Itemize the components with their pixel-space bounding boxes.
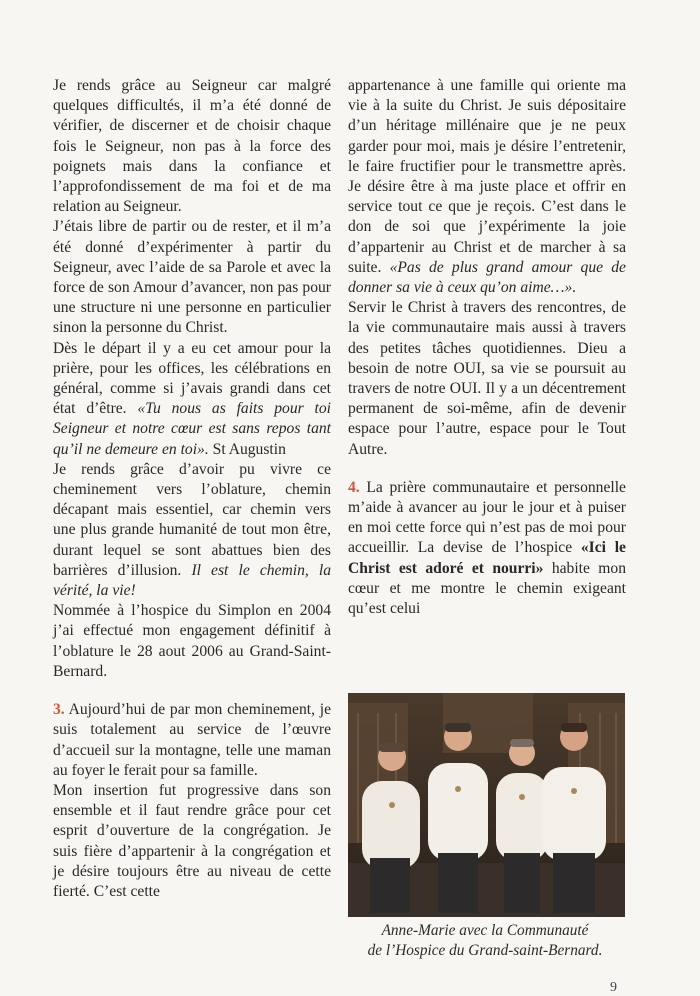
paragraph — [348, 478, 626, 619]
paragraph-text: Aujourd’hui de par mon cheminement, je suis totalement au service de l’œuvre d’accueil sur la montagne, telle une maman au foyer le ferait pour sa famille. — [53, 701, 331, 779]
section-number: 4. — [348, 478, 360, 496]
section-number: 3. — [53, 701, 65, 719]
paragraph: Nommée à l’hospice du Simplon en 2004 j’ai effectué mon engagement définitif à l’oblature le 28 aout 2006 au Grand-Saint-Bernard. — [53, 602, 331, 680]
caption-line: de l’Hospice du Grand-saint-Bernard. — [367, 941, 603, 959]
quote: «Pas de plus grand amour que de donner sa vie à ceux qu’on aime…». — [348, 258, 626, 297]
paragraph-text: La prière communautaire et personnelle m’aide à avancer au jour le jour et à puiser en moi cette force qui n’est pas de moi pour accueillir. La devise de l’hospice — [348, 478, 626, 557]
paragraph — [53, 339, 331, 460]
left-column — [53, 76, 331, 902]
paragraph-text: Dès le départ il y a eu cet amour pour la prière, pour les offices, les célébrations en général, comme si j’avais grandi dans cet état d’être. — [53, 339, 331, 418]
paragraph: Je rends grâce au Seigneur car malgré quelques difficultés, il m’a été donné de vérifier, de discerner et de choisir chaque fois le Seigneur, non pas à la force des poignets mais dans la confiance et l’approfondissement de ma foi et de ma relation au Seigneur. — [53, 77, 331, 216]
hospice-motto: «Ici le Christ est adoré et nourri» — [348, 539, 626, 577]
paragraph-text: habite mon cœur et me montre le chemin exigeant qu’est celui — [348, 559, 627, 618]
paragraph — [53, 700, 331, 781]
page-number: 9 — [610, 980, 617, 995]
paragraph: Servir le Christ à travers des rencontres, de la vie communautaire mais aussi à travers des petites tâches quotidiennes. Dieu a besoin de notre OUI, sa vie se poursuit au travers de notre OUI. Il y a un décentrement permanent de soi-même, afin de devenir espace pour l’autre, espace pour le Tout Autre. — [348, 299, 626, 458]
augustin-quote: «Tu nous as faits pour toi Seigneur et notre cœur est sans repos tant qu’il ne demeure en toi». — [53, 400, 331, 458]
paragraph — [53, 460, 331, 601]
paragraph-text: appartenance à une famille qui oriente ma vie à la suite du Christ. Je suis dépositaire d’un héritage millénaire que je ne peux garder pour moi, mais je désire l’entretenir, le faire fructifier pour le transmettre après. Je désire être à ma juste place et offrir en service tout ce que je reçois. C’est dans le don de soi que j’expérimente la joie d’appartenir au Christ et de marcher à sa suite. — [348, 77, 626, 276]
right-column — [348, 76, 626, 619]
caption-line: Anne-Marie avec la Communauté — [381, 922, 589, 939]
quote-author: St Augustin — [212, 440, 286, 458]
paragraph-text: Je rends grâce d’avoir pu vivre ce cheminement vers l’oblature, chemin décapant mais essentiel, car chemin vers une plus grande humanité de tout mon être, durant lequel se sont abattues bien des barrières d’illusion. — [53, 460, 331, 579]
paragraph: J’étais libre de partir ou de rester, et il m’a été donné d’expérimenter à partir du Seigneur, avec l’aide de sa Parole et avec la force de son Amour d’avancer, non pas pour une structure ni une personne en particulier sinon la personne du Christ. — [53, 218, 331, 337]
community-photo-illustration — [348, 693, 625, 917]
paragraph: Mon insertion fut progressive dans son ensemble et il faut rendre grâce pour cet esprit d’ouverture de la congrégation. Je suis fière d’appartenir à la congrégation et je désire toujours être au niveau de cette fierté. C’est cette — [53, 781, 331, 900]
paragraph — [348, 76, 626, 298]
community-photo — [348, 693, 625, 917]
photo-caption — [340, 921, 630, 960]
italic-phrase: Il est le chemin, la vérité, la vie! — [53, 561, 331, 600]
